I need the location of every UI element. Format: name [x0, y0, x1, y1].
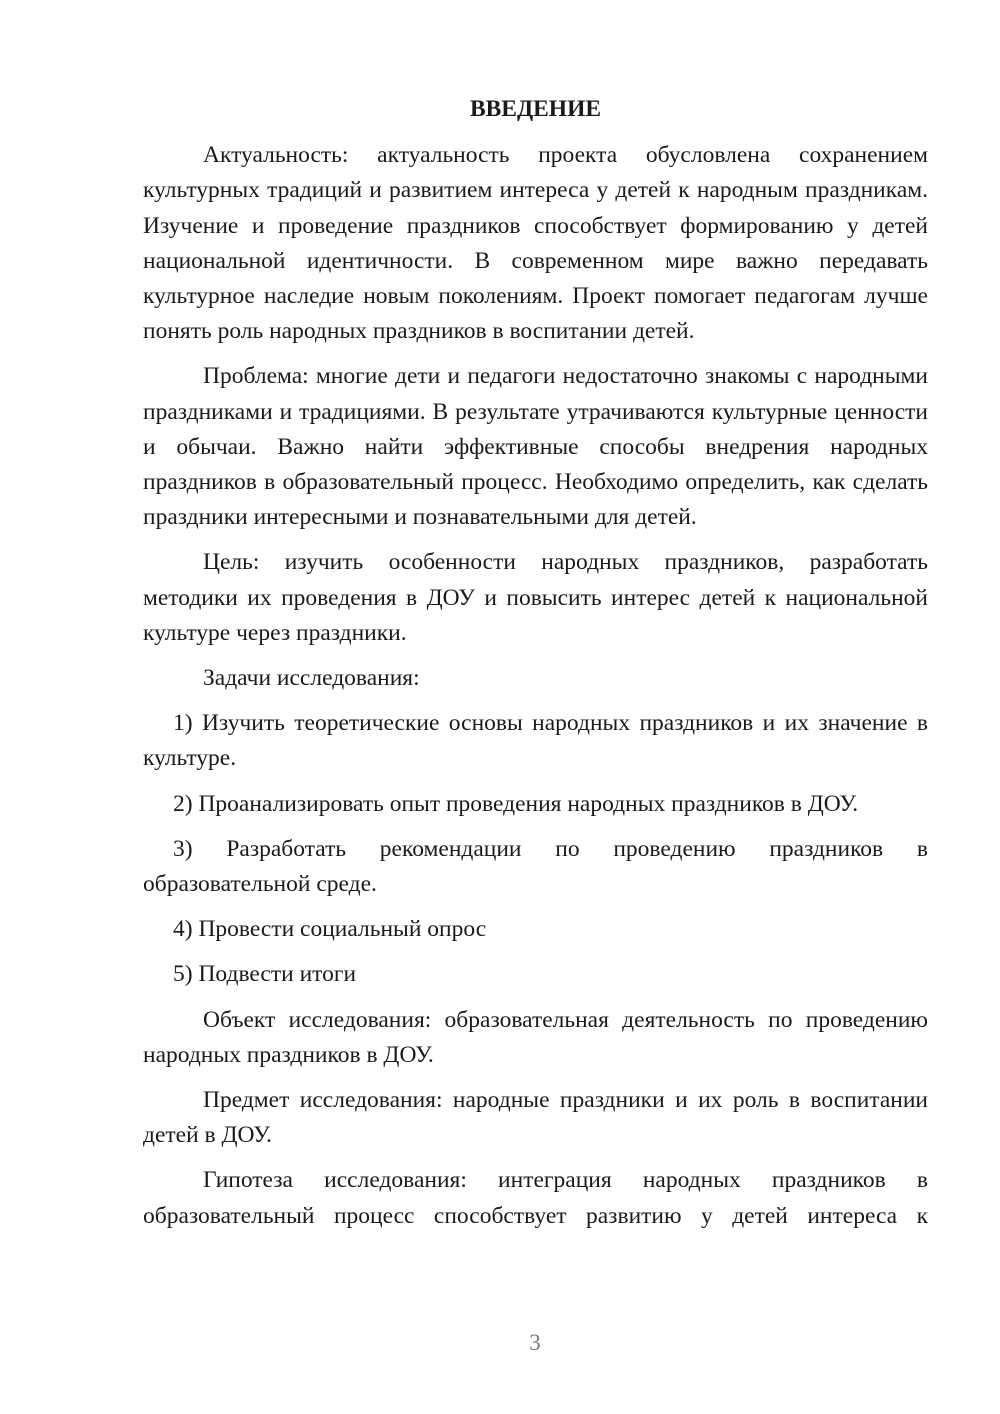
paragraph-goal: Цель: изучить особенности народных праздников, разработать методики их проведения в ДОУ и повысить интерес детей к национальной культуре через праздники.	[143, 549, 928, 646]
paragraph-object: Объект исследования: образовательная деятельность по проведению народных праздников в ДОУ.	[143, 1006, 928, 1068]
task-item-5: 5) Подвести итоги	[173, 961, 357, 988]
task-item-4: 4) Провести социальный опрос	[173, 916, 487, 943]
paragraph-relevance: Актуальность: актуальность проекта обусловлена сохранением культурных традиций и развитием интереса у детей к народным праздникам. Изучение и проведение праздников способствует формированию у детей национальной идентичности. В современном мире важно передавать культурное наследие новым поколениям. Проект помогает педагогам лучше понять роль народных праздников в воспитании детей.	[143, 142, 928, 345]
page-title: ВВЕДЕНИЕ	[469, 96, 602, 122]
paragraph-subject: Предмет исследования: народные праздники и их роль в воспитании детей в ДОУ.	[143, 1087, 928, 1149]
task-item-1: 1) Изучить теоретические основы народных праздников и их значение в культуре.	[143, 710, 928, 772]
paragraph-hypothesis: Гипотеза исследования: интеграция народных праздников в образовательный процесс способствует развитию у детей интереса к	[143, 1167, 928, 1229]
task-item-2: 2) Проанализировать опыт проведения народных праздников в ДОУ.	[173, 790, 859, 817]
page-number: 3	[529, 1330, 541, 1355]
tasks-heading: Задачи исследования:	[203, 665, 420, 692]
task-item-3: 3) Разработать рекомендации по проведению праздников в образовательной среде.	[143, 835, 928, 898]
paragraph-problem: Проблема: многие дети и педагоги недостаточно знакомы с народными праздниками и традициями. В результате утрачиваются культурные ценности и обычаи. Важно найти эффективные способы внедрения народных праздников в образовательный процесс. Необходимо определить, как сделать праздники интересными и познавательными для детей.	[143, 363, 928, 531]
page-body	[143, 92, 928, 1244]
